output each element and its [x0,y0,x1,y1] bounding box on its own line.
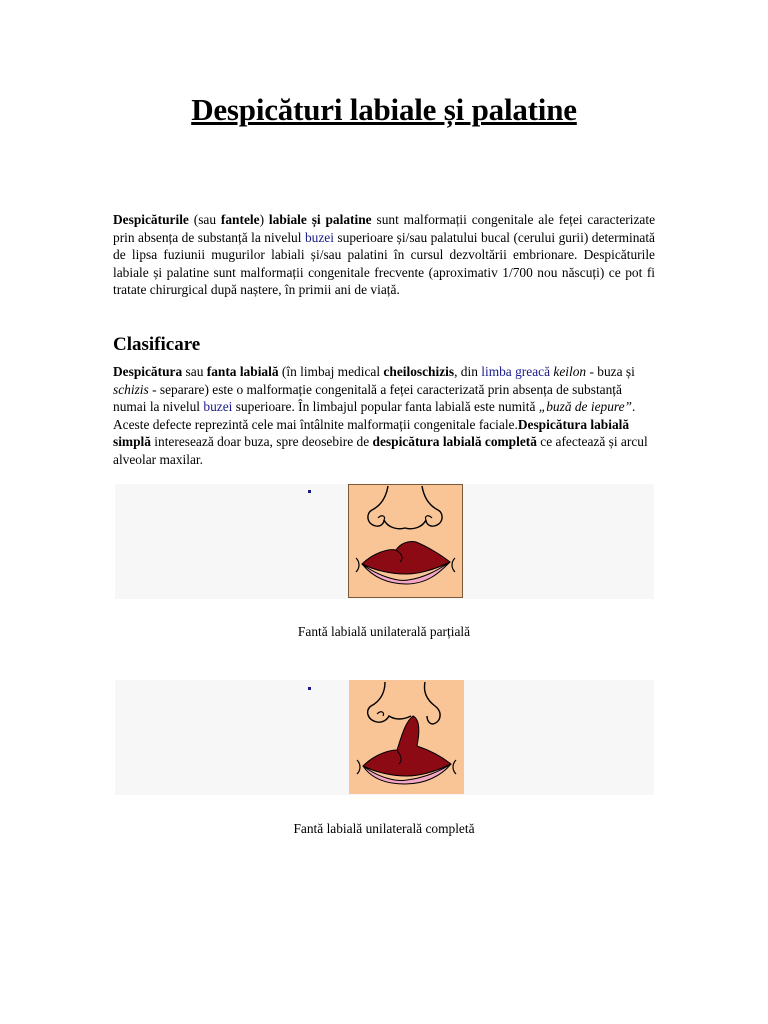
alt-term-bold: fantele [220,212,260,227]
term2-bold: labiale și palatine [268,212,372,227]
text-run: - buza și [586,364,635,379]
bold-run: cheiloschizis [383,364,455,379]
term-bold: Despicăturile [113,212,189,227]
text-run: sunt malformații congenitale ale feței caracterizate prin absența de substanță la nivelul [113,212,656,245]
text-run: superioare și/sau palatului bucal (cerului gurii) determinată de lipsa fuziunii mugurilor labiali și/sau palatini în cursul dezvoltării embrionare. Despicăturile labiale și palatine sunt malformații congenitale frecvente (aproximativ 1/700 nou născuți) ce pot fi tratate chirurgical după naștere, în primii ani de viață. [113,229,656,298]
text-run: interesează doar buza, spre deosebire de [150,434,373,450]
link-limba-greaca[interactable]: limba greacă [481,364,551,379]
page-title: Despicături labiale și palatine [191,92,577,127]
italic-run: „buză de iepure” [538,399,633,415]
bold-run: Despicătura [113,364,183,379]
text-run: . Aceste defecte reprezintă cele mai întâlnite malformații congenitale faciale. [113,399,636,432]
text-run: superioare. În limbajul popular fanta labială este numită [232,399,539,415]
text-run: sau [182,364,207,379]
bullet-marker [308,687,311,690]
bold-run: fanta labială [206,364,279,379]
bold-run: Despicătura labială simplă [113,416,630,450]
italic-run: keilon [553,364,587,379]
intro-paragraph [113,211,655,299]
bold-run: despicătura labială completă [372,434,537,450]
link-buzei-2[interactable]: buzei [203,399,233,415]
bullet-marker [308,490,311,493]
complete-cleft-lip-illustration [349,680,464,794]
partial-cleft-lip-illustration [348,484,463,598]
link-buzei[interactable]: buzei [304,229,334,245]
text-run: (în limbaj medical [278,364,384,379]
figure-caption-partial: Fantă labială unilaterală parțială [297,624,471,639]
section-heading: Clasificare [113,334,201,355]
classification-paragraph [113,363,655,469]
text-run: - separare) este o malformație congenitală a feței caracterizată prin absența de substanță numai la nivelul [113,381,622,415]
text-run: ce afectează și arcul alveolar maxilar. [113,434,648,467]
figure-caption-complete: Fantă labială unilaterală completă [293,821,475,836]
text-run: ) [259,212,269,227]
text-run: , din [454,364,482,379]
text-run: (sau [188,212,221,227]
figure-partial-cleft [115,484,654,599]
italic-run: schizis [113,381,149,397]
figure-complete-cleft [115,680,654,795]
